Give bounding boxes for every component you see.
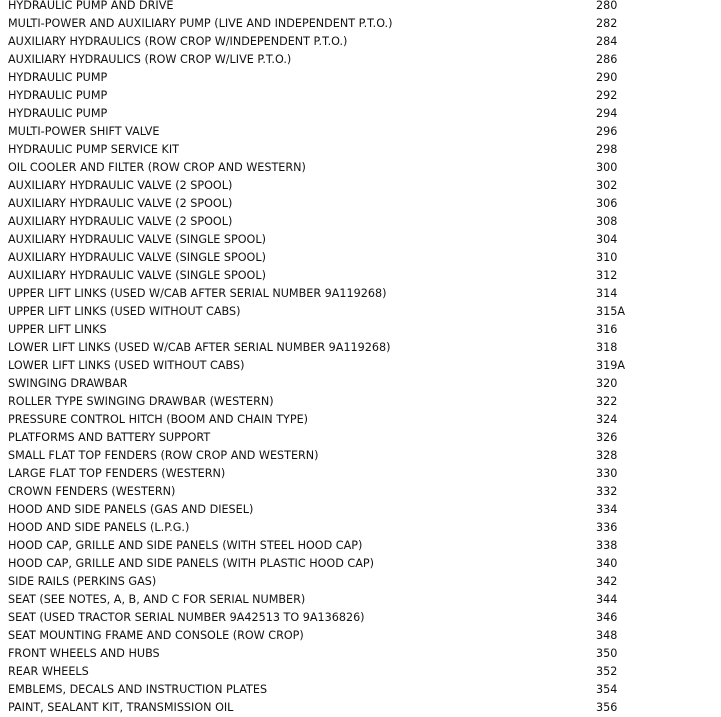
row-page-number: 302 [596, 179, 618, 192]
table-row[interactable] [0, 537, 721, 555]
row-page-number: 344 [596, 593, 618, 606]
table-row[interactable] [0, 51, 721, 69]
row-title: PAINT, SEALANT KIT, TRANSMISSION OIL [8, 701, 234, 714]
row-title: MULTI-POWER SHIFT VALVE [8, 125, 160, 138]
row-title: REAR WHEELS [8, 665, 89, 678]
table-row[interactable] [0, 429, 721, 447]
row-title: HYDRAULIC PUMP [8, 107, 108, 120]
row-page-number: 352 [596, 665, 618, 678]
table-row[interactable] [0, 141, 721, 159]
row-title: PLATFORMS AND BATTERY SUPPORT [8, 431, 211, 444]
row-page-number: 284 [596, 35, 618, 48]
row-page-number: 319A [596, 359, 626, 372]
row-page-number: 326 [596, 431, 618, 444]
table-row[interactable] [0, 465, 721, 483]
row-title: LOWER LIFT LINKS (USED WITHOUT CABS) [8, 359, 245, 372]
table-row[interactable] [0, 303, 721, 321]
row-page-number: 298 [596, 143, 618, 156]
row-page-number: 334 [596, 503, 618, 516]
row-page-number: 286 [596, 53, 618, 66]
row-title: SEAT MOUNTING FRAME AND CONSOLE (ROW CROP) [8, 629, 304, 642]
row-page-number: 280 [596, 0, 618, 12]
table-row[interactable] [0, 285, 721, 303]
row-page-number: 354 [596, 683, 618, 696]
row-page-number: 315A [596, 305, 626, 318]
row-page-number: 308 [596, 215, 618, 228]
row-title: SWINGING DRAWBAR [8, 377, 128, 390]
row-page-number: 310 [596, 251, 618, 264]
table-row[interactable] [0, 123, 721, 141]
table-row[interactable] [0, 627, 721, 645]
row-page-number: 338 [596, 539, 618, 552]
table-row[interactable] [0, 483, 721, 501]
row-page-number: 324 [596, 413, 618, 426]
row-title: SEAT (USED TRACTOR SERIAL NUMBER 9A42513 TO 9A136826) [8, 611, 365, 624]
row-title: AUXILIARY HYDRAULIC VALVE (2 SPOOL) [8, 179, 233, 192]
row-title: AUXILIARY HYDRAULIC VALVE (SINGLE SPOOL) [8, 233, 266, 246]
table-row[interactable] [0, 195, 721, 213]
row-page-number: 346 [596, 611, 618, 624]
table-row[interactable] [0, 393, 721, 411]
table-row[interactable] [0, 249, 721, 267]
row-title: MULTI-POWER AND AUXILIARY PUMP (LIVE AND INDEPENDENT P.T.O.) [8, 17, 393, 30]
row-title: AUXILIARY HYDRAULICS (ROW CROP W/LIVE P.T.O.) [8, 53, 292, 66]
row-title: SEAT (SEE NOTES, A, B, AND C FOR SERIAL NUMBER) [8, 593, 306, 606]
table-row[interactable] [0, 15, 721, 33]
table-row[interactable] [0, 519, 721, 537]
row-page-number: 292 [596, 89, 618, 102]
row-page-number: 322 [596, 395, 618, 408]
row-title: HYDRAULIC PUMP [8, 71, 108, 84]
table-row[interactable] [0, 321, 721, 339]
row-title: SMALL FLAT TOP FENDERS (ROW CROP AND WESTERN) [8, 449, 319, 462]
row-title: HYDRAULIC PUMP AND DRIVE [8, 0, 174, 12]
row-title: OIL COOLER AND FILTER (ROW CROP AND WESTERN) [8, 161, 306, 174]
table-row[interactable] [0, 411, 721, 429]
row-page-number: 300 [596, 161, 618, 174]
table-row[interactable] [0, 645, 721, 663]
table-row[interactable] [0, 663, 721, 681]
row-title: HYDRAULIC PUMP SERVICE KIT [8, 143, 180, 156]
row-page-number: 306 [596, 197, 618, 210]
row-title: SIDE RAILS (PERKINS GAS) [8, 575, 157, 588]
table-row[interactable] [0, 339, 721, 357]
table-row[interactable] [0, 375, 721, 393]
table-row[interactable] [0, 105, 721, 123]
row-page-number: 320 [596, 377, 618, 390]
row-title: AUXILIARY HYDRAULIC VALVE (2 SPOOL) [8, 197, 233, 210]
row-page-number: 294 [596, 107, 618, 120]
row-title: AUXILIARY HYDRAULICS (ROW CROP W/INDEPENDENT P.T.O.) [8, 35, 348, 48]
row-title: HOOD AND SIDE PANELS (GAS AND DIESEL) [8, 503, 254, 516]
table-row[interactable] [0, 177, 721, 195]
row-page-number: 314 [596, 287, 618, 300]
row-page-number: 328 [596, 449, 618, 462]
table-row[interactable] [0, 87, 721, 105]
row-title: LARGE FLAT TOP FENDERS (WESTERN) [8, 467, 226, 480]
row-title: AUXILIARY HYDRAULIC VALVE (2 SPOOL) [8, 215, 233, 228]
table-row[interactable] [0, 591, 721, 609]
table-row[interactable] [0, 267, 721, 285]
row-title: LOWER LIFT LINKS (USED W/CAB AFTER SERIAL NUMBER 9A119268) [8, 341, 391, 354]
table-row[interactable] [0, 609, 721, 627]
row-title: AUXILIARY HYDRAULIC VALVE (SINGLE SPOOL) [8, 251, 266, 264]
table-row[interactable] [0, 159, 721, 177]
table-row[interactable] [0, 231, 721, 249]
row-title: HOOD AND SIDE PANELS (L.P.G.) [8, 521, 190, 534]
row-title: UPPER LIFT LINKS (USED WITHOUT CABS) [8, 305, 241, 318]
row-title: PRESSURE CONTROL HITCH (BOOM AND CHAIN TYPE) [8, 413, 309, 426]
table-row[interactable] [0, 0, 721, 15]
row-page-number: 332 [596, 485, 618, 498]
row-page-number: 304 [596, 233, 618, 246]
table-row[interactable] [0, 573, 721, 591]
table-row[interactable] [0, 555, 721, 573]
row-title: HYDRAULIC PUMP [8, 89, 108, 102]
row-title: HOOD CAP, GRILLE AND SIDE PANELS (WITH PLASTIC HOOD CAP) [8, 557, 374, 570]
row-page-number: 336 [596, 521, 618, 534]
row-page-number: 318 [596, 341, 618, 354]
table-row[interactable] [0, 33, 721, 51]
row-title: FRONT WHEELS AND HUBS [8, 647, 160, 660]
table-row[interactable] [0, 501, 721, 519]
row-page-number: 312 [596, 269, 618, 282]
row-page-number: 330 [596, 467, 618, 480]
table-row[interactable] [0, 447, 721, 465]
row-title: UPPER LIFT LINKS [8, 323, 107, 336]
table-row[interactable] [0, 681, 721, 699]
row-page-number: 348 [596, 629, 618, 642]
row-page-number: 316 [596, 323, 618, 336]
row-page-number: 350 [596, 647, 618, 660]
row-page-number: 290 [596, 71, 618, 84]
row-page-number: 282 [596, 17, 618, 30]
table-row[interactable] [0, 357, 721, 375]
table-row[interactable] [0, 213, 721, 231]
row-title: UPPER LIFT LINKS (USED W/CAB AFTER SERIAL NUMBER 9A119268) [8, 287, 387, 300]
row-page-number: 296 [596, 125, 618, 138]
row-title: ROLLER TYPE SWINGING DRAWBAR (WESTERN) [8, 395, 274, 408]
table-row[interactable] [0, 69, 721, 87]
row-title: HOOD CAP, GRILLE AND SIDE PANELS (WITH STEEL HOOD CAP) [8, 539, 363, 552]
table-row[interactable] [0, 699, 721, 717]
row-title: AUXILIARY HYDRAULIC VALVE (SINGLE SPOOL) [8, 269, 266, 282]
row-title: CROWN FENDERS (WESTERN) [8, 485, 176, 498]
row-page-number: 356 [596, 701, 618, 714]
row-page-number: 342 [596, 575, 618, 588]
row-title: EMBLEMS, DECALS AND INSTRUCTION PLATES [8, 683, 268, 696]
row-page-number: 340 [596, 557, 618, 570]
